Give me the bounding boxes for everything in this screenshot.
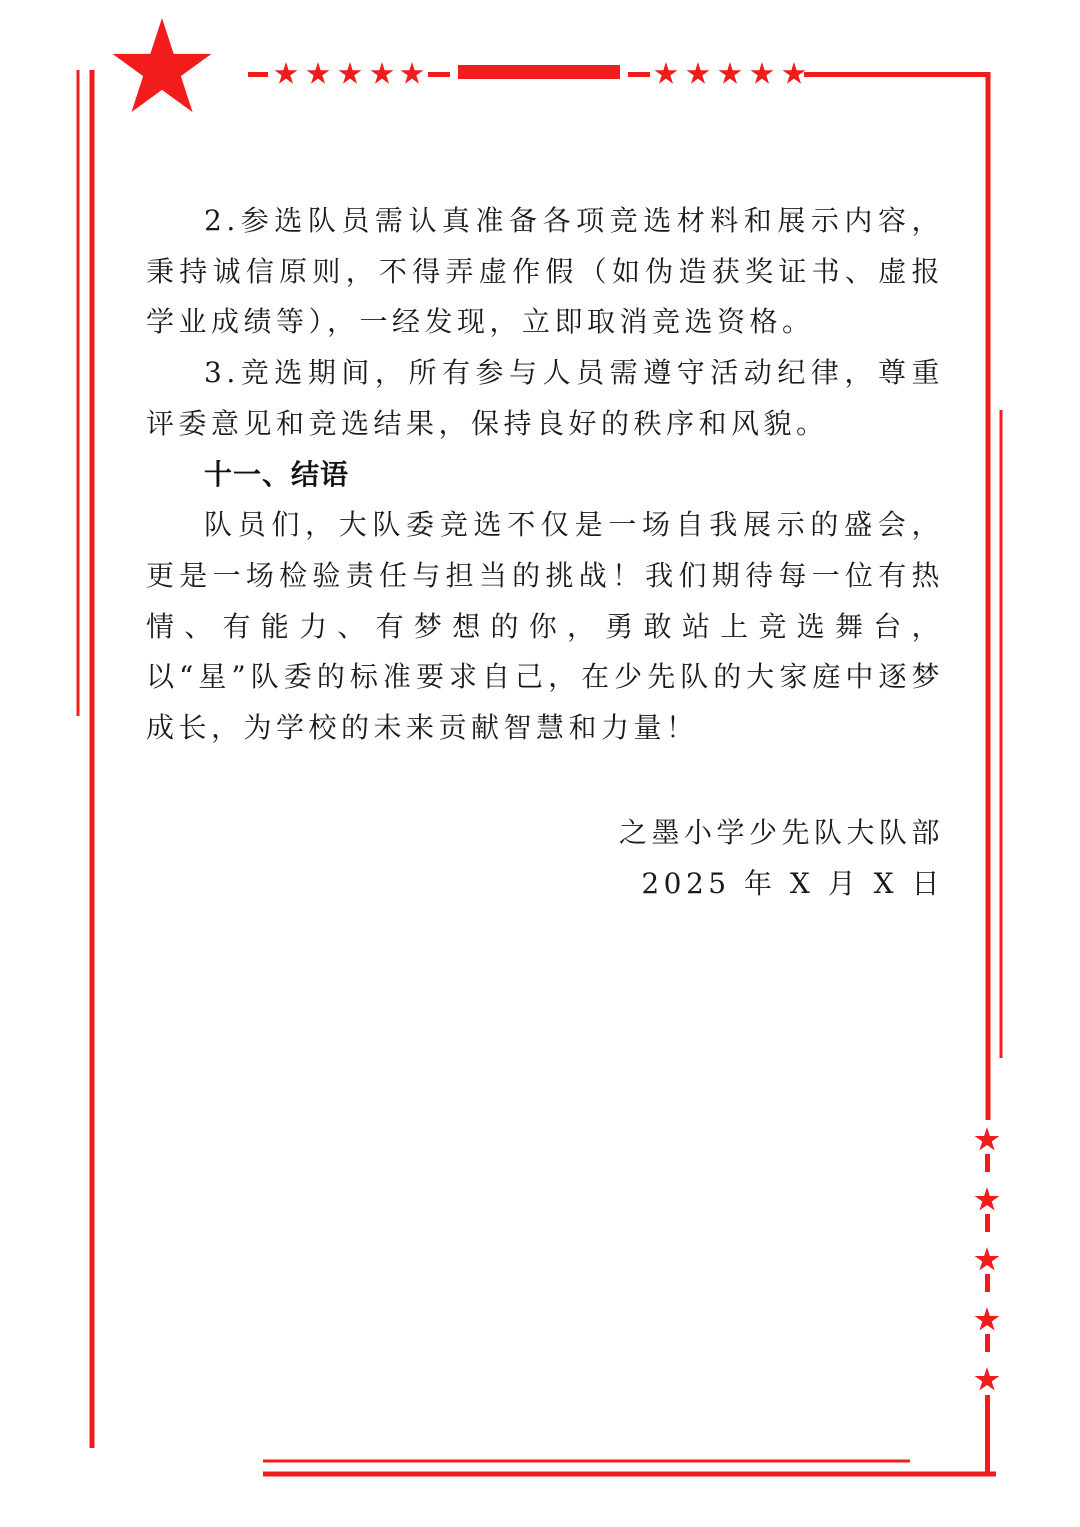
star-icon	[975, 1247, 1000, 1271]
star-icon	[751, 62, 774, 84]
signature-block	[619, 808, 944, 909]
top-dash	[248, 72, 268, 77]
star-icon	[975, 1127, 1000, 1151]
star-icon	[719, 62, 742, 84]
section-heading-conclusion: 十一、结语	[204, 457, 350, 491]
top-star-row-left	[275, 62, 424, 84]
right-star-column	[975, 1127, 1000, 1475]
star-icon	[401, 62, 424, 84]
top-bar	[458, 65, 620, 79]
paragraph-conclusion: 队员们，大队委竞选不仅是一场自我展示的盛会，更是一场检验责任与担当的挑战！我们期待每一位有热情、有能力、有梦想的你，勇敢站上竞选舞台，以“星”队委的标准要求自己，在少先队的大家庭中逐梦成长，为学校的未来贡献智慧和力量！	[146, 508, 944, 745]
paragraph-rule-3: 3.竞选期间，所有参与人员需遵守活动纪律，尊重评委意见和竞选结果，保持良好的秩序和风貌。	[146, 356, 944, 440]
document-body	[146, 196, 944, 754]
large-star-icon	[113, 18, 212, 112]
star-icon	[371, 62, 394, 84]
star-icon	[687, 62, 710, 84]
star-icon	[783, 62, 806, 84]
top-star-row-right	[655, 62, 806, 84]
star-icon	[975, 1187, 1000, 1211]
star-icon	[975, 1307, 1000, 1331]
paragraph-rule-2: 2.参选队员需认真准备各项竞选材料和展示内容，秉持诚信原则，不得弄虚作假（如伪造获奖证书、虚报学业成绩等），一经发现，立即取消竞选资格。	[146, 204, 944, 339]
signature-org: 之墨小学少先队大队部	[618, 816, 944, 849]
top-dash	[628, 72, 650, 77]
star-icon	[655, 62, 678, 84]
star-icon	[975, 1367, 1000, 1391]
star-icon	[307, 62, 330, 84]
signature-date: 2025 年 X 月 X 日	[641, 866, 944, 900]
star-icon	[275, 62, 298, 84]
star-icon	[339, 62, 362, 84]
top-line	[804, 72, 990, 77]
top-dash	[428, 72, 450, 77]
